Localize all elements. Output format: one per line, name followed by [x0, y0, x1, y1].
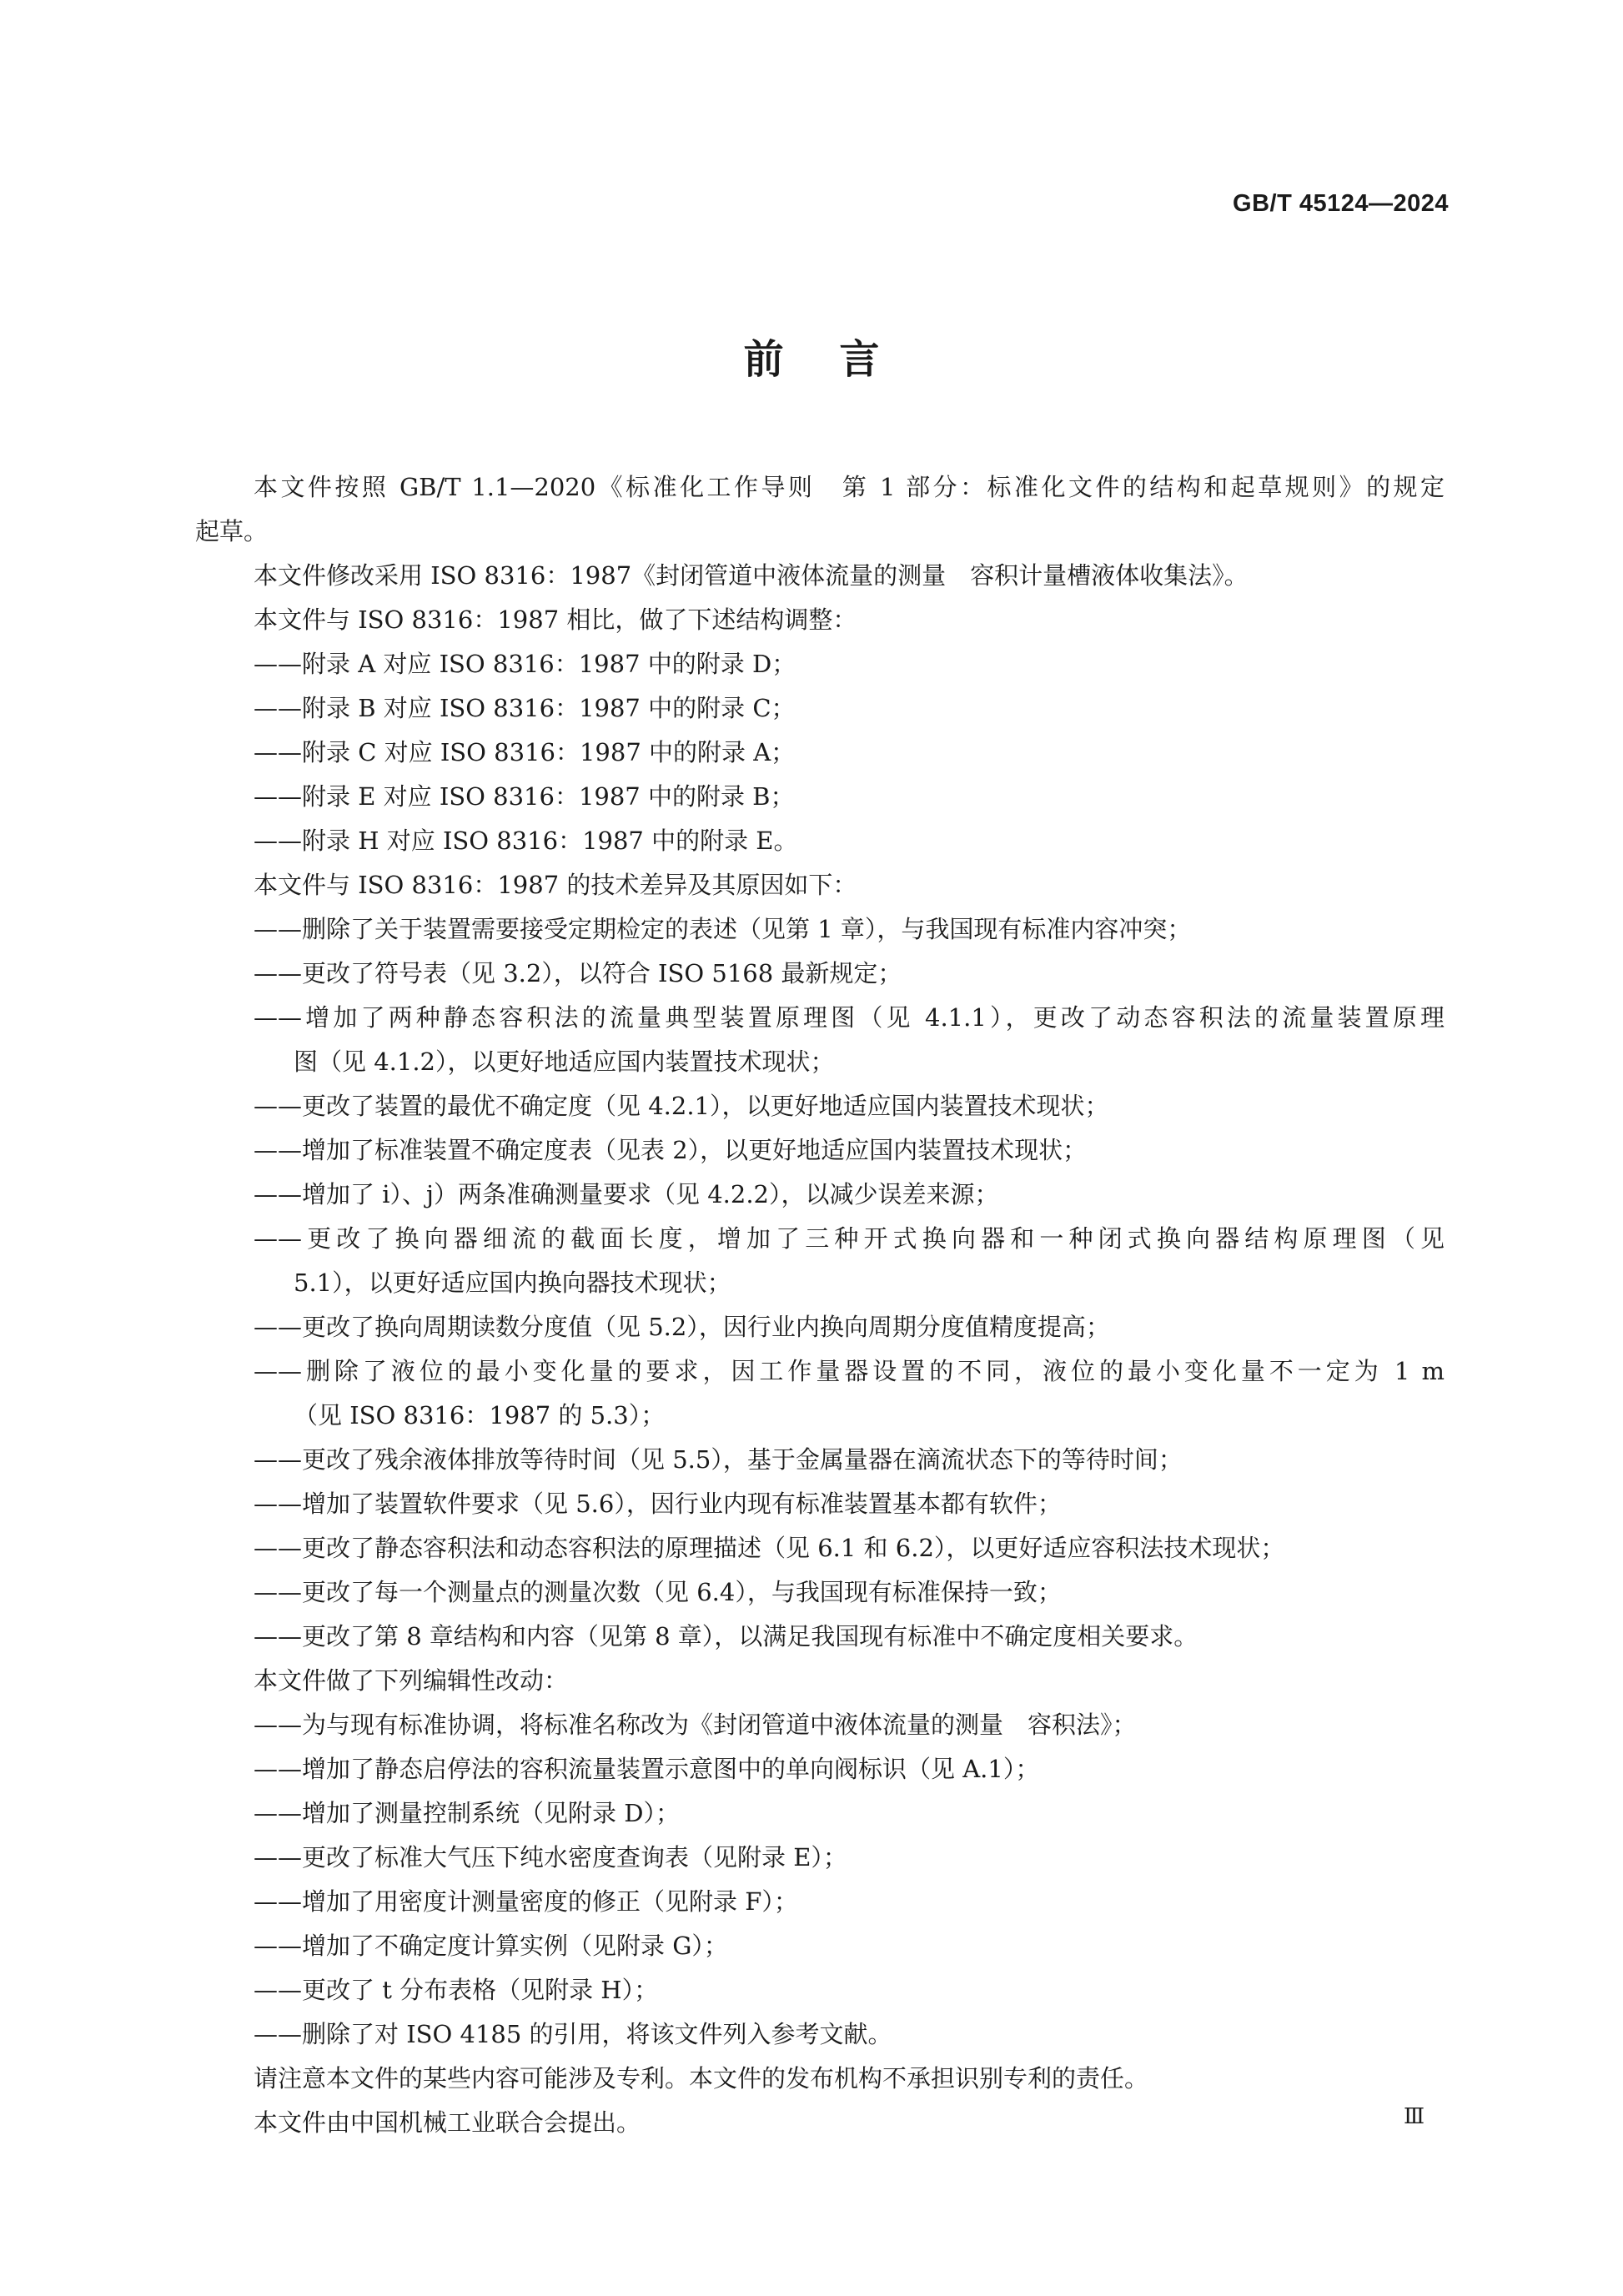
- list-item: ——更改了残余液体排放等待时间（见 5.5），基于金属量器在滴流状态下的等待时间；: [254, 1445, 1183, 1474]
- list-item: ——删除了关于装置需要接受定期检定的表述（见第 1 章），与我国现有标准内容冲突；: [254, 915, 1192, 943]
- list-item: ——附录 C 对应 ISO 8316：1987 中的附录 A；: [254, 738, 796, 766]
- list-item-continuation: 图（见 4.1.2），以更好地适应国内装置技术现状；: [294, 1048, 835, 1076]
- list-item: ——增加了标准装置不确定度表（见表 2），以更好地适应国内装置技术现状；: [254, 1136, 1088, 1164]
- paragraph-line: 本文件按照 GB/T 1.1—2020《标准化工作导则 第 1 部分：标准化文件的结构和起草规则》的规定: [254, 473, 1445, 501]
- list-item: ——附录 B 对应 ISO 8316：1987 中的附录 C；: [254, 694, 796, 722]
- list-item: ——更改了 t 分布表格（见附录 H）；: [254, 1976, 659, 2004]
- list-item: ——更改了静态容积法和动态容积法的原理描述（见 6.1 和 6.2），以更好适应容积法技术现状；: [254, 1534, 1285, 1562]
- list-item: ——增加了不确定度计算实例（见附录 G）；: [254, 1932, 728, 1960]
- list-item: ——增加了装置软件要求（见 5.6），因行业内现有标准装置基本都有软件；: [254, 1490, 1062, 1518]
- list-item: ——更改了换向周期读数分度值（见 5.2），因行业内换向周期分度值精度提高；: [254, 1313, 1110, 1341]
- list-item: ——更改了标准大气压下纯水密度查询表（见附录 E）；: [254, 1843, 847, 1871]
- paragraph-line: 本文件由中国机械工业联合会提出。: [254, 2108, 641, 2137]
- standard-number: GB/T 45124—2024: [1233, 190, 1449, 217]
- paragraph-continuation-line: 起草。: [195, 517, 269, 545]
- paragraph-line: 本文件与 ISO 8316：1987 相比，做了下述结构调整：: [254, 605, 857, 634]
- list-item: ——更改了换向器细流的截面长度，增加了三种开式换向器和一种闭式换向器结构原理图（见: [254, 1224, 1445, 1253]
- paragraph-line: 本文件修改采用 ISO 8316：1987《封闭管道中液体流量的测量 容积计量槽液体收集法》。: [254, 561, 1249, 590]
- list-item: ——增加了静态启停法的容积流量装置示意图中的单向阀标识（见 A.1）；: [254, 1755, 1040, 1783]
- list-item: ——增加了两种静态容积法的流量典型装置原理图（见 4.1.1），更改了动态容积法的流量装置原理: [254, 1003, 1445, 1032]
- list-item: ——增加了测量控制系统（见附录 D）；: [254, 1799, 680, 1827]
- list-item: ——附录 A 对应 ISO 8316：1987 中的附录 D；: [254, 650, 796, 678]
- paragraph-line: 本文件与 ISO 8316：1987 的技术差异及其原因如下：: [254, 871, 857, 899]
- list-item: ——为与现有标准协调，将标准名称改为《封闭管道中液体流量的测量 容积法》；: [254, 1711, 1137, 1739]
- list-item-continuation: 5.1），以更好适应国内换向器技术现状；: [294, 1269, 731, 1297]
- paragraph-line: 本文件做了下列编辑性改动：: [254, 1666, 569, 1695]
- list-item-continuation: （见 ISO 8316：1987 的 5.3）；: [294, 1401, 666, 1429]
- list-item: ——增加了用密度计测量密度的修正（见附录 F）；: [254, 1887, 798, 1916]
- page-number: Ⅲ: [1404, 2104, 1425, 2129]
- list-item: ——删除了对 ISO 4185 的引用，将该文件列入参考文献。: [254, 2020, 892, 2048]
- list-item: ——更改了第 8 章结构和内容（见第 8 章），以满足我国现有标准中不确定度相关要求。: [254, 1622, 1198, 1650]
- document-body: [195, 465, 1445, 2145]
- list-item: ——附录 E 对应 ISO 8316：1987 中的附录 B；: [254, 782, 795, 811]
- list-item: ——附录 H 对应 ISO 8316：1987 中的附录 E。: [254, 826, 798, 855]
- list-item: ——更改了符号表（见 3.2），以符合 ISO 5168 最新规定；: [254, 959, 902, 987]
- list-item: ——增加了 i）、j）两条准确测量要求（见 4.2.2），以减少误差来源；: [254, 1180, 999, 1208]
- page-title: 前 言: [743, 336, 880, 383]
- list-item: ——更改了装置的最优不确定度（见 4.2.1），以更好地适应国内装置技术现状；: [254, 1092, 1109, 1120]
- list-item: ——更改了每一个测量点的测量次数（见 6.4），与我国现有标准保持一致；: [254, 1578, 1062, 1606]
- list-item: ——删除了液位的最小变化量的要求，因工作量器设置的不同，液位的最小变化量不一定为 1 m: [254, 1357, 1445, 1385]
- paragraph-line: 请注意本文件的某些内容可能涉及专利。本文件的发布机构不承担识别专利的责任。: [254, 2064, 1149, 2093]
